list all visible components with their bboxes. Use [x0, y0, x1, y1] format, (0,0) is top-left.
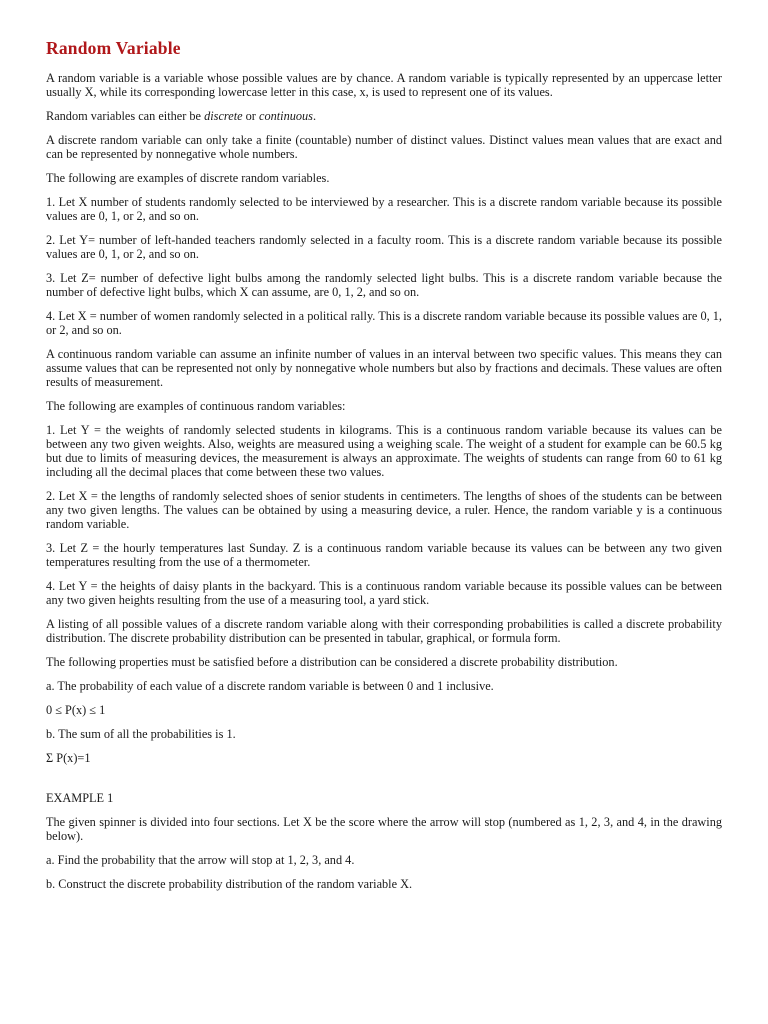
either-or: or [242, 109, 259, 123]
discrete-example-4: 4. Let X = number of women randomly selected in a political rally. This is a discrete random variable because its possible values are 0, 1, or 2, and so on. [46, 309, 722, 337]
either-post: . [312, 109, 317, 123]
continuous-example-1: 1. Let Y = the weights of randomly selected students in kilograms. This is a continuous random variable because its values can be between any two given weights. Also, weights are measured using a weighing scale. The weight of a student for example can be 60.5 kg but due to limits of measuring devices, the measurement is always an approximate. The weights of students can range from 60 to 61 kg including all the decimal places that come between these two values. [46, 423, 722, 479]
page-title: Random Variable [46, 38, 181, 58]
property-b: b. The sum of all the probabilities is 1. [46, 727, 236, 741]
paragraph-distribution-definition: A listing of all possible values of a discrete random variable along with their corresponding probabilities is called a discrete probability distribution. The discrete probability distribution can be presented in tabular, graphical, or formula form. [46, 617, 722, 645]
paragraph-discrete-examples-intro: The following are examples of discrete random variables. [46, 171, 330, 185]
paragraph-either [46, 109, 722, 123]
paragraph-continuous-examples-intro: The following are examples of continuous random variables: [46, 399, 346, 413]
paragraph-properties-intro: The following properties must be satisfied before a distribution can be considered a discrete probability distribution. [46, 655, 618, 669]
paragraph-discrete-definition: A discrete random variable can only take a finite (countable) number of distinct values. Distinct values mean values that are exact and can be represented by nonnegative whole numbers. [46, 133, 722, 161]
formula-a: 0 ≤ P(x) ≤ 1 [46, 703, 106, 717]
either-pre: Random variables can either be [46, 109, 205, 123]
paragraph-intro: A random variable is a variable whose possible values are by chance. A random variable is typically represented by an uppercase letter usually X, while its corresponding lowercase letter in this case, x, is used to represent one of its values. [46, 71, 722, 99]
term-discrete: discrete [204, 109, 243, 123]
continuous-example-2: 2. Let X = the lengths of randomly selected shoes of senior students in centimeters. The lengths of shoes of the students can be between any two given lengths. The values can be obtained by using a measuring device, a ruler. Hence, the random variable y is a continuous random variable. [46, 489, 722, 531]
example-part-b: b. Construct the discrete probability distribution of the random variable X. [46, 877, 413, 891]
continuous-example-3: 3. Let Z = the hourly temperatures last Sunday. Z is a continuous random variable because its values can be between any two given temperatures resulting from the use of a thermometer. [46, 541, 722, 569]
discrete-example-3: 3. Let Z= number of defective light bulbs among the randomly selected light bulbs. This is a discrete random variable because the number of defective light bulbs, which X can assume, are 0, 1, 2, and so on. [46, 271, 722, 299]
discrete-example-1: 1. Let X number of students randomly selected to be interviewed by a researcher. This is a discrete random variable because its possible values are 0, 1, or 2, and so on. [46, 195, 722, 223]
example-part-a: a. Find the probability that the arrow will stop at 1, 2, 3, and 4. [46, 853, 355, 867]
example-heading: EXAMPLE 1 [46, 791, 114, 805]
property-a: a. The probability of each value of a discrete random variable is between 0 and 1 inclusive. [46, 679, 494, 693]
spacer [46, 775, 722, 791]
example-text: The given spinner is divided into four sections. Let X be the score where the arrow will stop (numbered as 1, 2, 3, and 4, in the drawing below). [46, 815, 722, 843]
discrete-example-2: 2. Let Y= number of left-handed teachers randomly selected in a faculty room. This is a discrete random variable because its possible values are 0, 1, or 2, and so on. [46, 233, 722, 261]
paragraph-continuous-definition: A continuous random variable can assume an infinite number of values in an interval between two specific values. This means they can assume values that can be represented not only by nonnegative whole numbers but also by fractions and decimals. These values are often results of measurement. [46, 347, 722, 389]
formula-b: Σ P(x)=1 [46, 751, 91, 765]
continuous-example-4: 4. Let Y = the heights of daisy plants in the backyard. This is a continuous random variable because its possible values can be between any two given heights resulting from the use of a measuring tool, a yard stick. [46, 579, 722, 607]
term-continuous: continuous [258, 109, 313, 123]
